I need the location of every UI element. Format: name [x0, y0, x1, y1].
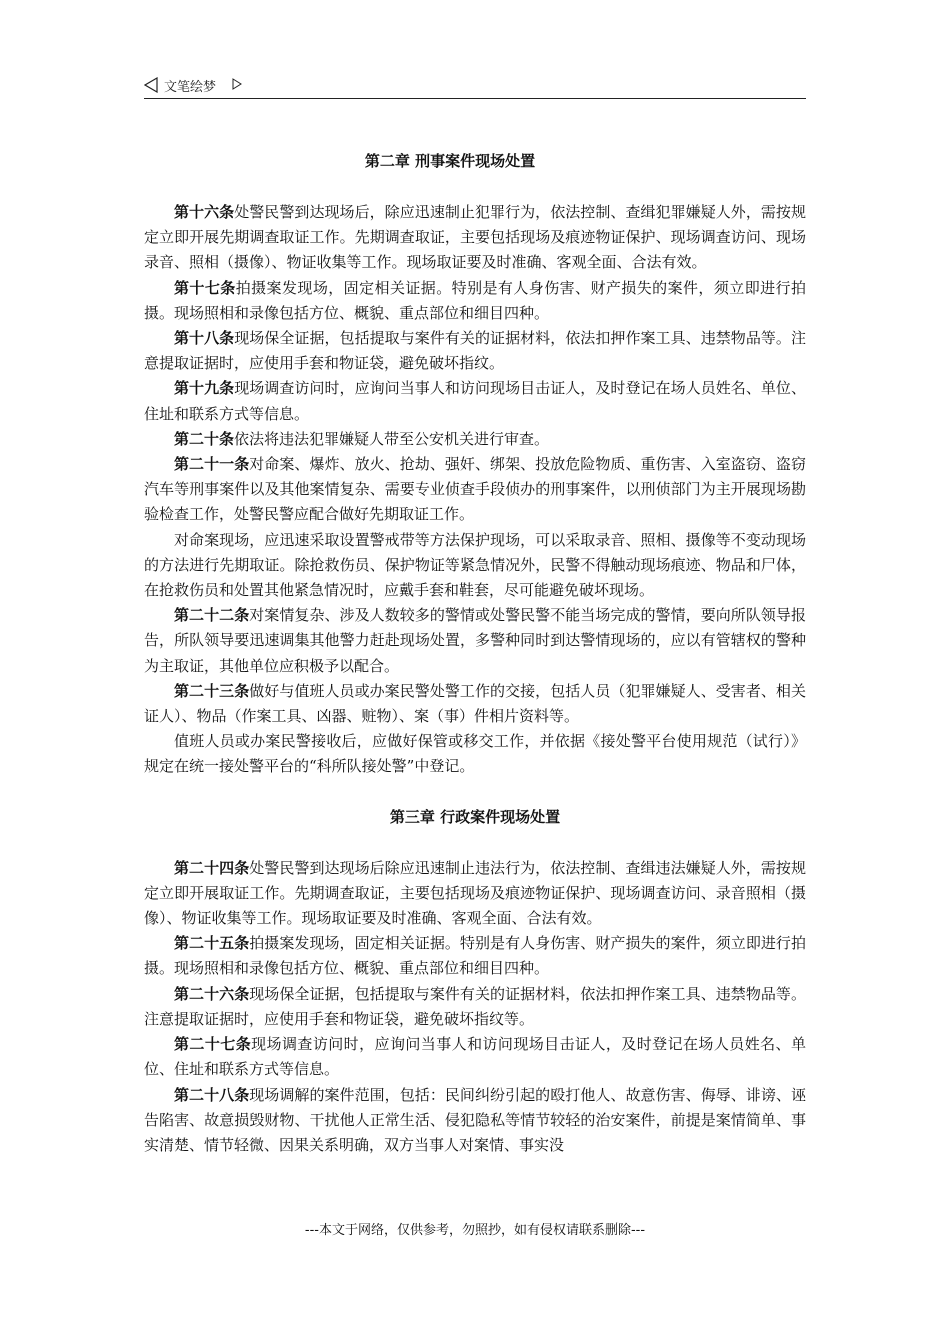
article-text: 对案情复杂、涉及人数较多的警情或处警民警不能当场完成的警情，要向所队领导报告，所队领导要迅速调集其他警力赶赴现场处置，多警种同时到达警情现场的，应以有管辖权的警种为主取证，其他单位应积极予以配合。	[144, 606, 806, 675]
article-number: 第二十五条	[174, 934, 250, 953]
article-paragraph	[144, 200, 806, 276]
article-text: 对命案现场，应迅速采取设置警戒带等方法保护现场，可以采取录音、照相、摄像等不变动现场的方法进行先期取证。除抢救伤员、保护物证等紧急情况外，民警不得触动现场痕迹、物品和尸体，在抢救伤员和处置其他紧急情况时，应戴手套和鞋套，尽可能避免破坏现场。	[144, 530, 806, 600]
article-text: 现场保全证据，包括提取与案件有关的证据材料，依法扣押作案工具、违禁物品等。注意提取证据时，应使用手套和物证袋，避免破坏指纹。	[144, 329, 806, 373]
article-number: 第二十八条	[174, 1085, 250, 1104]
article-paragraph	[144, 276, 806, 326]
page-header	[144, 74, 806, 99]
article-text: 处警民警到达现场后除应迅速制止违法行为，依法控制、查缉违法嫌疑人外，需按规定立即开展取证工作。先期调查取证，主要包括现场及痕迹物证保护、现场调查访问、录音照相（摄像）、物证收集等工作。现场取证要及时准确、客观全面、合法有效。	[144, 858, 806, 928]
article-paragraph	[144, 603, 806, 679]
page-footer: ---本文于网络，仅供参考，勿照抄，如有侵权请联系删除---	[304, 1223, 646, 1238]
article-paragraph	[144, 856, 806, 932]
article-text: 现场调查访问时，应询问当事人和访问现场目击证人，及时登记在场人员姓名、单位、住址和联系方式等信息。	[144, 379, 806, 423]
article-paragraph	[144, 982, 806, 1032]
article-text: 处警民警到达现场后，除应迅速制止犯罪行为，依法控制、查缉犯罪嫌疑人外，需按规定立即开展先期调查取证工作。先期调查取证，主要包括现场及痕迹物证保护、现场调查访问、现场录音、照相（摄像）、物证收集等工作。现场取证要及时准确、客观全面、合法有效。	[144, 203, 806, 272]
article-number: 第十七条	[174, 278, 236, 297]
article-number: 第二十七条	[174, 1035, 252, 1054]
article-text: 值班人员或办案民警接收后，应做好保管或移交工作，并依据《接处警平台使用规范（试行）》规定在统一接处警平台的“科所队接处警”中登记。	[144, 732, 806, 776]
article-paragraph	[144, 679, 806, 729]
article-paragraph	[144, 326, 806, 376]
article-number: 第二十六条	[174, 984, 250, 1003]
article-number: 第十九条	[174, 379, 235, 398]
article-text: 对命案、爆炸、放火、抢劫、强奸、绑架、投放危险物质、重伤害、入室盗窃、盗窃汽车等刑事案件以及其他案情复杂、需要专业侦查手段侦办的刑事案件，以刑侦部门为主开展现场勘验检查工作，处警民警应配合做好先期取证工作。	[144, 455, 806, 524]
article-paragraph	[144, 729, 806, 779]
triangle-left-icon	[144, 77, 158, 93]
article-text: 现场调查访问时，应询问当事人和访问现场目击证人，及时登记在场人员姓名、单位、住址和联系方式等信息。	[144, 1035, 806, 1079]
article-number: 第十六条	[174, 203, 235, 221]
article-number: 第十八条	[174, 329, 235, 348]
article-paragraph	[144, 1032, 806, 1082]
article-text: 现场保全证据，包括提取与案件有关的证据材料，依法扣押作案工具、违禁物品等。注意提取证据时，应使用手套和物证袋，避免破坏指纹等。	[144, 984, 806, 1028]
article-number: 第二十条	[174, 429, 235, 448]
article-text: 拍摄案发现场，固定相关证据。特别是有人身伤害、财产损失的案件，须立即进行拍摄。现场照相和录像包括方位、概貌、重点部位和细目四种。	[144, 278, 806, 322]
article-paragraph	[144, 452, 806, 528]
article-paragraph	[144, 931, 806, 981]
article-paragraph	[144, 1083, 806, 1159]
article-number: 第二十二条	[174, 606, 250, 625]
article-paragraph	[144, 427, 806, 452]
document-body	[144, 148, 806, 1158]
article-text: 依法将违法犯罪嫌疑人带至公安机关进行审查。	[234, 429, 550, 448]
article-number: 第二十三条	[174, 681, 250, 700]
article-number: 第二十四条	[174, 858, 250, 877]
chapter-title: 第二章 刑事案件现场处置	[364, 152, 536, 170]
chapter-title: 第三章 行政案件现场处置	[389, 807, 561, 826]
article-number: 第二十一条	[174, 455, 250, 474]
article-text: 拍摄案发现场，固定相关证据。特别是有人身伤害、财产损失的案件，须立即进行拍摄。现场照相和录像包括方位、概貌、重点部位和细目四种。	[144, 934, 806, 978]
article-text: 现场调解的案件范围，包括：民间纠纷引起的殴打他人、故意伤害、侮辱、诽谤、诬告陷害、故意损毁财物、干扰他人正常生活、侵犯隐私等情节较轻的治安案件，前提是案情简单、事实清楚、情节轻微、因果关系明确，双方当事人对案情、事实没	[144, 1085, 806, 1154]
article-paragraph	[144, 528, 806, 604]
article-text: 做好与值班人员或办案民警处警工作的交接，包括人员（犯罪嫌疑人、受害者、相关证人）、物品（作案工具、凶器、赃物）、案（事）件相片资料等。	[144, 681, 806, 726]
header-brand: 文笔绘梦	[164, 80, 217, 95]
article-paragraph	[144, 376, 806, 426]
triangle-right-icon	[232, 78, 242, 90]
